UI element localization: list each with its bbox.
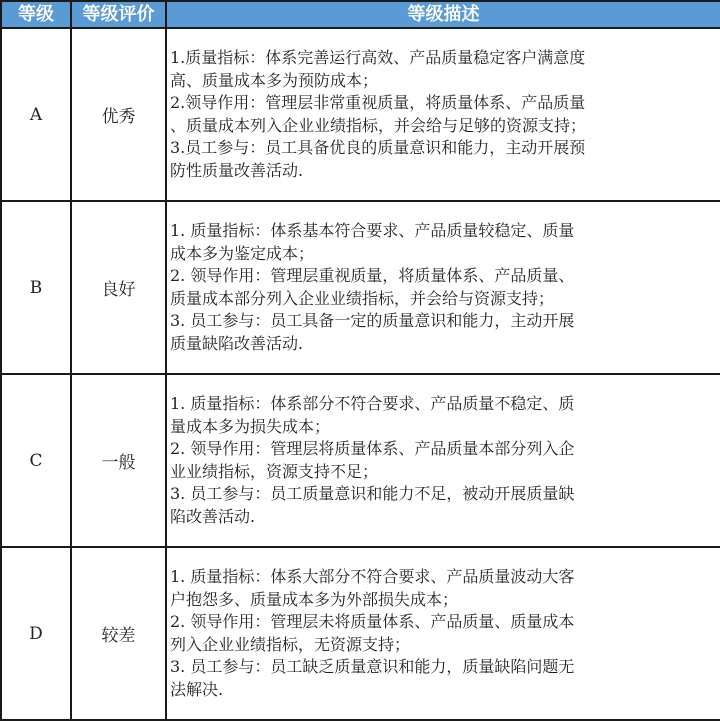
description-line: 3. 员工参与：员工具备一定的质量意识和能力，主动开展 [170, 311, 575, 330]
evaluation-cell: 优秀 [71, 28, 166, 201]
description-line: 质量成本部分列入企业业绩指标，并会给与资源支持； [170, 288, 555, 308]
description-line: 法解决. [170, 679, 224, 699]
description-line: 业业绩指标，资源支持不足； [170, 461, 379, 481]
description-line: 3. 员工参与：员工缺乏质量意识和能力，质量缺陷问题无 [170, 657, 575, 676]
description-line: 成本多为鉴定成本； [170, 243, 315, 263]
evaluation-cell: 较差 [71, 547, 166, 720]
description-line: 防性质量改善活动. [170, 160, 304, 180]
description-line: 1. 质量指标：体系大部分不符合要求、产品质量波动大客 [170, 567, 575, 586]
description-line: 列入企业业绩指标，无资源支持； [170, 634, 411, 654]
description-line: 2.领导作用：管理层非常重视质量，将质量体系、产品质量 [170, 93, 586, 112]
description-cell [166, 374, 720, 547]
header-evaluation: 等级评价 [71, 1, 166, 28]
grade-cell: B [1, 201, 71, 374]
header-row [1, 1, 720, 28]
description-line: 2. 领导作用：管理层将质量体系、产品质量本部分列入企 [170, 439, 575, 458]
table-row [1, 28, 720, 201]
description-cell [166, 28, 720, 201]
description-line: 高、质量成本多为预防成本； [170, 70, 379, 90]
table-row [1, 547, 720, 720]
description-line: 户抱怨多、质量成本多为外部损失成本； [170, 589, 459, 609]
description-cell [166, 547, 720, 720]
description-line: 质量缺陷改善活动. [170, 333, 304, 353]
description-line: 陷改善活动. [170, 506, 256, 526]
table-row [1, 374, 720, 547]
grade-cell: A [1, 28, 71, 201]
evaluation-cell: 一般 [71, 374, 166, 547]
table-row [1, 201, 720, 374]
description-cell [166, 201, 720, 374]
description-line: 量成本多为损失成本； [170, 416, 331, 436]
description-line: 、质量成本列入企业业绩指标，并会给与足够的资源支持； [170, 115, 587, 135]
description-line: 2. 领导作用：管理层未将质量体系、产品质量、质量成本 [170, 612, 575, 631]
header-grade: 等级 [1, 1, 71, 28]
header-description: 等级描述 [166, 1, 720, 28]
evaluation-cell: 良好 [71, 201, 166, 374]
description-line: 3.员工参与：员工具备优良的质量意识和能力，主动开展预 [170, 138, 586, 157]
description-line: 3. 员工参与：员工质量意识和能力不足，被动开展质量缺 [170, 484, 575, 503]
description-line: 1.质量指标：体系完善运行高效、产品质量稳定客户满意度 [170, 48, 586, 67]
description-line: 2. 领导作用：管理层重视质量，将质量体系、产品质量、 [170, 266, 575, 285]
description-line: 1. 质量指标：体系基本符合要求、产品质量较稳定、质量 [170, 221, 575, 240]
grade-cell: C [1, 374, 71, 547]
grade-cell: D [1, 547, 71, 720]
description-line: 1. 质量指标：体系部分不符合要求、产品质量不稳定、质 [170, 394, 575, 413]
